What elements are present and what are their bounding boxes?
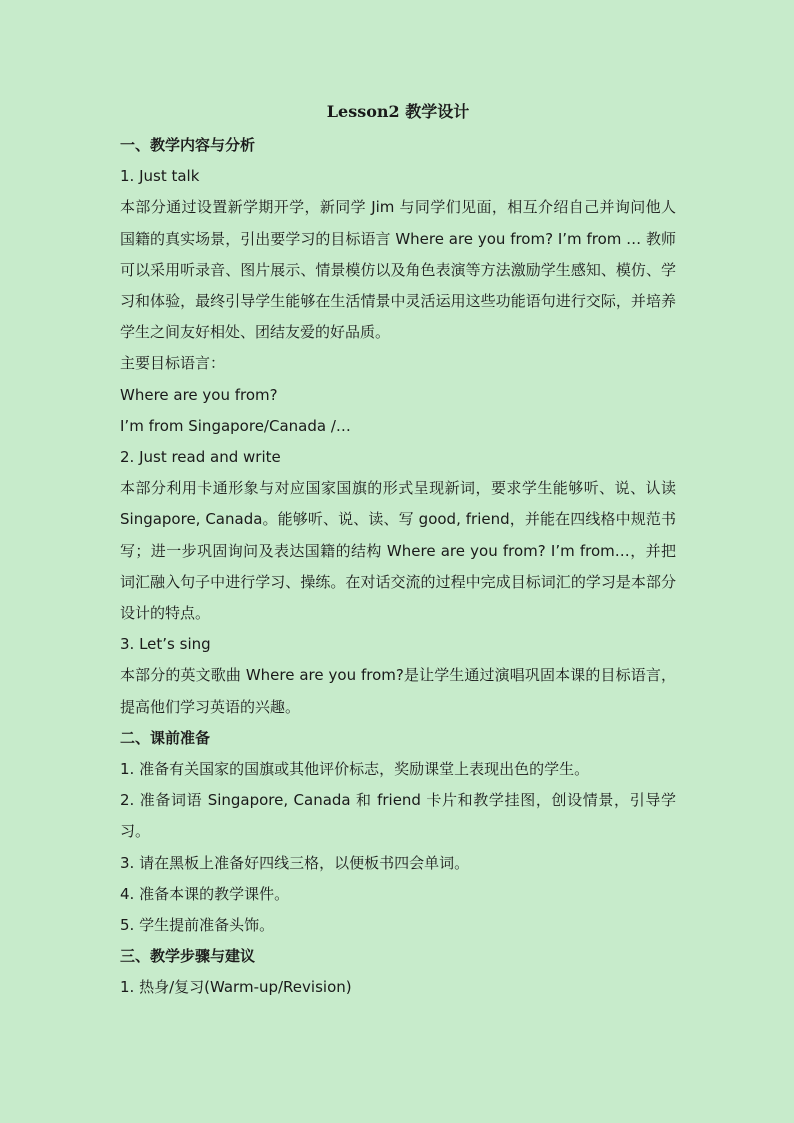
just-talk-paragraph: 本部分通过设置新学期开学，新同学 Jim 与同学们见面，相互介绍自己并询问他人国籍的真实场景，引出要学习的目标语言 Where are you from? I’m from … 教师可以采用听录音、图片展示、情景模仿以及角色表演等方法激励学生感知、模仿、学习和体验，最终引导学生能够在生活情景中灵活运用这些功能语句进行交际，并培养学生之间友好相处、团结友爱的好品质。 bbox=[120, 198, 676, 342]
page-title: Lesson2 教学设计 bbox=[326, 102, 470, 121]
section-3-heading: 三、教学步骤与建议 bbox=[120, 947, 256, 966]
document-content bbox=[120, 98, 676, 1004]
prep-item-1: 1. 准备有关国家的国旗或其他评价标志，奖励课堂上表现出色的学生。 bbox=[120, 760, 590, 779]
subsection-lets-sing: 3. Let’s sing bbox=[120, 635, 211, 654]
prep-item-4: 4. 准备本课的教学课件。 bbox=[120, 884, 290, 903]
section-2-heading: 二、课前准备 bbox=[120, 728, 211, 747]
lets-sing-paragraph: 本部分的英文歌曲 Where are you from?是让学生通过演唱巩固本课的目标语言，提高他们学习英语的兴趣。 bbox=[120, 666, 676, 716]
subsection-read-write: 2. Just read and write bbox=[120, 448, 281, 467]
target-language-label: 主要目标语言： bbox=[120, 354, 226, 373]
prep-item-3: 3. 请在黑板上准备好四线三格，以便板书四会单词。 bbox=[120, 853, 470, 872]
subsection-just-talk: 1. Just talk bbox=[120, 167, 200, 186]
target-sentence-1: Where are you from? bbox=[120, 385, 278, 404]
section-1-heading: 一、教学内容与分析 bbox=[120, 136, 256, 154]
prep-item-2: 2. 准备词语 Singapore, Canada 和 friend 卡片和教学挂图，创设情景，引导学习。 bbox=[120, 791, 676, 841]
step-item-1: 1. 热身/复习(Warm-up/Revision) bbox=[120, 978, 352, 997]
read-write-paragraph: 本部分利用卡通形象与对应国家国旗的形式呈现新词，要求学生能够听、说、认读 Singapore, Canada。能够听、说、读、写 good, friend，并能在四线格中规范书写；进一步巩固询问及表达国籍的结构 Where are you from? I’m from…，并把词汇融入句子中进行学习、操练。在对话交流的过程中完成目标词汇的学习是本部分设计的特点。 bbox=[120, 479, 676, 623]
target-sentence-2: I’m from Singapore/Canada /… bbox=[120, 416, 351, 435]
prep-item-5: 5. 学生提前准备头饰。 bbox=[120, 916, 275, 935]
